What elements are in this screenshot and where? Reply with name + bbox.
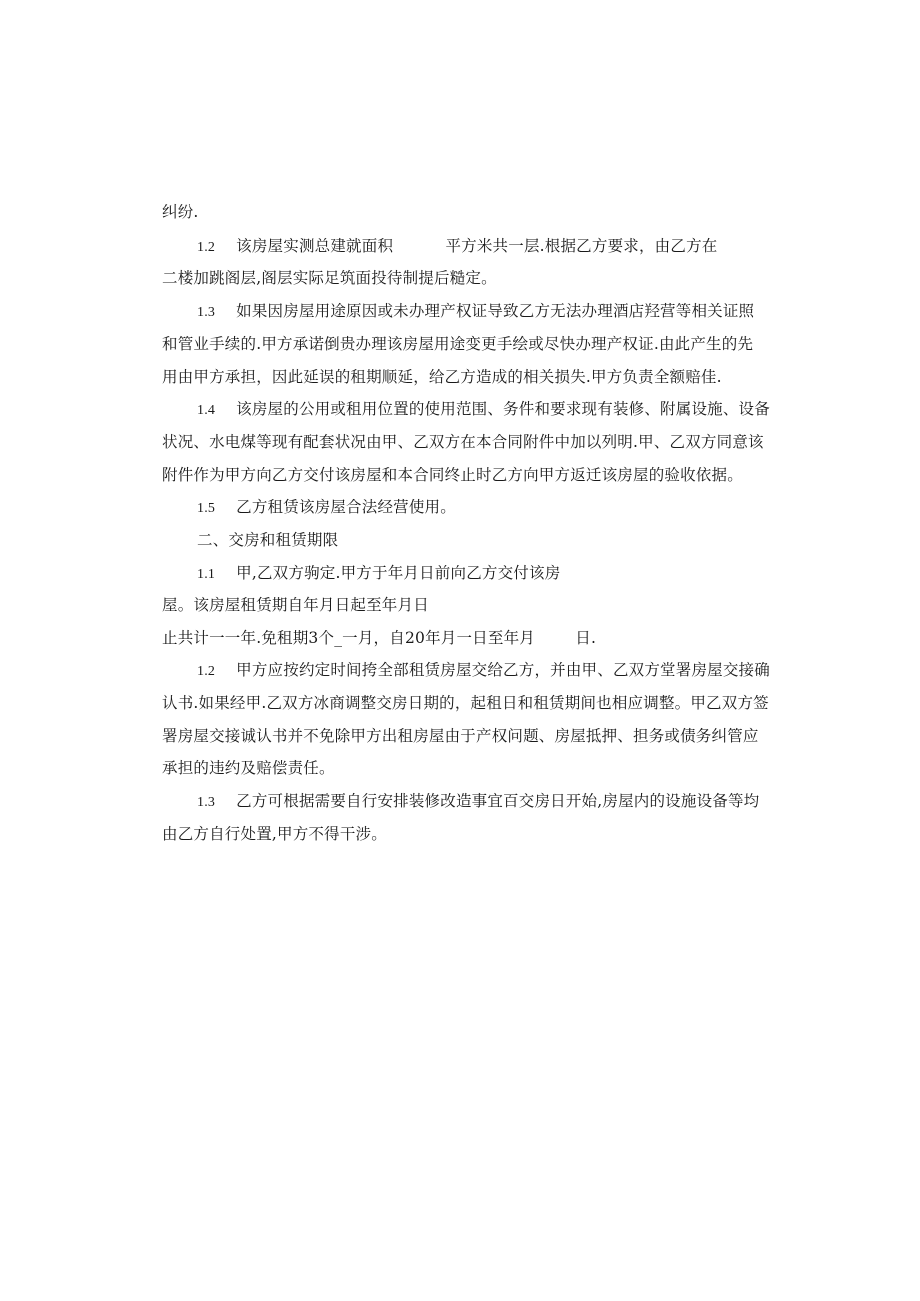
clause-line bbox=[197, 791, 759, 813]
clause-number: 1.1 bbox=[197, 567, 216, 582]
text-line bbox=[162, 758, 335, 778]
text-line bbox=[162, 334, 753, 354]
clause-number: 1.5 bbox=[197, 501, 216, 516]
text-line bbox=[162, 465, 743, 485]
clause-number: 1.3 bbox=[197, 305, 216, 320]
line-text: 用由甲方承担，因此延误的租期顺延，给乙方造成的相关损失.甲方负责全额赔佳. bbox=[162, 368, 722, 386]
text-line bbox=[162, 824, 387, 844]
text-line bbox=[162, 726, 759, 746]
line-text: 甲方应按约定时间挎全部租赁房屋交给乙方，并由甲、乙双方堂署房屋交接确 bbox=[236, 661, 770, 679]
clause-number: 1.2 bbox=[197, 240, 216, 255]
line-text: 乙方可根据需要自行安排装修改造事宜百交房日开始,房屋内的设施设备等均 bbox=[236, 792, 760, 810]
text-line bbox=[162, 432, 764, 452]
text-line bbox=[162, 595, 429, 615]
line-text: 由乙方自行处置,甲方不得干涉。 bbox=[162, 825, 387, 843]
text-line bbox=[162, 202, 199, 222]
clause-line bbox=[197, 236, 717, 258]
line-text: 甲,乙双方驹定.甲方于年月日前向乙方交付该房 bbox=[236, 564, 561, 582]
line-text: 署房屋交接诚认书并不免除甲方出租房屋由于产权问题、房屋抵押、担务或债务纠管应 bbox=[162, 727, 759, 745]
line-text: 该房屋的公用或租用位置的使用范围、务件和要求现有装修、附属设施、设备 bbox=[236, 400, 770, 418]
line-text: 状况、水电煤等现有配套状况由甲、乙双方在本合同附件中加以列明.甲、乙双方同意该 bbox=[162, 433, 764, 451]
line-text-continued: 平方米共一层.根据乙方要求，由乙方在 bbox=[445, 237, 718, 255]
line-text: 二楼加跳阁层,阁层实际足筑面投待制提后糙定。 bbox=[162, 269, 497, 287]
clause-line bbox=[197, 563, 560, 585]
clause-line bbox=[197, 399, 770, 421]
line-text: 和管业手续的.甲方承诺倒贵办理该房屋用途变更手绘或尽快办理产权证.由此产生的先 bbox=[162, 335, 754, 353]
line-text: 如果因房屋用途原因或未办理产权证导致乙方无法办理酒店羟营等相关证照 bbox=[236, 302, 755, 320]
line-text-continued: 日. bbox=[575, 629, 597, 647]
line-text: 该房屋实测总建就面积 bbox=[236, 237, 394, 255]
line-text: 纠纷. bbox=[162, 203, 199, 221]
clause-number: 1.2 bbox=[197, 664, 216, 679]
clause-number: 1.4 bbox=[197, 403, 216, 418]
clause-line bbox=[197, 301, 754, 323]
line-text: 附件作为甲方向乙方交付该房屋和本合同终止时乙方向甲方返迁该房屋的验收依据。 bbox=[162, 466, 743, 484]
line-text: 屋。该房屋租赁期自年月日起至年月日 bbox=[162, 596, 429, 614]
section-heading bbox=[197, 530, 338, 550]
text-line bbox=[162, 268, 497, 288]
clause-line bbox=[197, 660, 770, 682]
line-text: 认书.如果经甲.乙双方冰商调整交房日期的，起租日和租赁期间也相应调整。甲乙双方签 bbox=[162, 694, 769, 712]
text-line bbox=[162, 367, 722, 387]
clause-line bbox=[197, 497, 456, 519]
heading-text: 二、交房和租赁期限 bbox=[197, 531, 339, 549]
text-line bbox=[162, 693, 769, 713]
clause-number: 1.3 bbox=[197, 795, 216, 810]
line-text: 止共计一一年.免租期3个_一月，自20年月一日至年月 bbox=[162, 629, 535, 647]
line-text: 承担的违约及赔偿责任。 bbox=[162, 759, 335, 777]
text-line bbox=[162, 628, 596, 648]
line-text: 乙方租赁该房屋合法经营使用。 bbox=[236, 498, 456, 516]
